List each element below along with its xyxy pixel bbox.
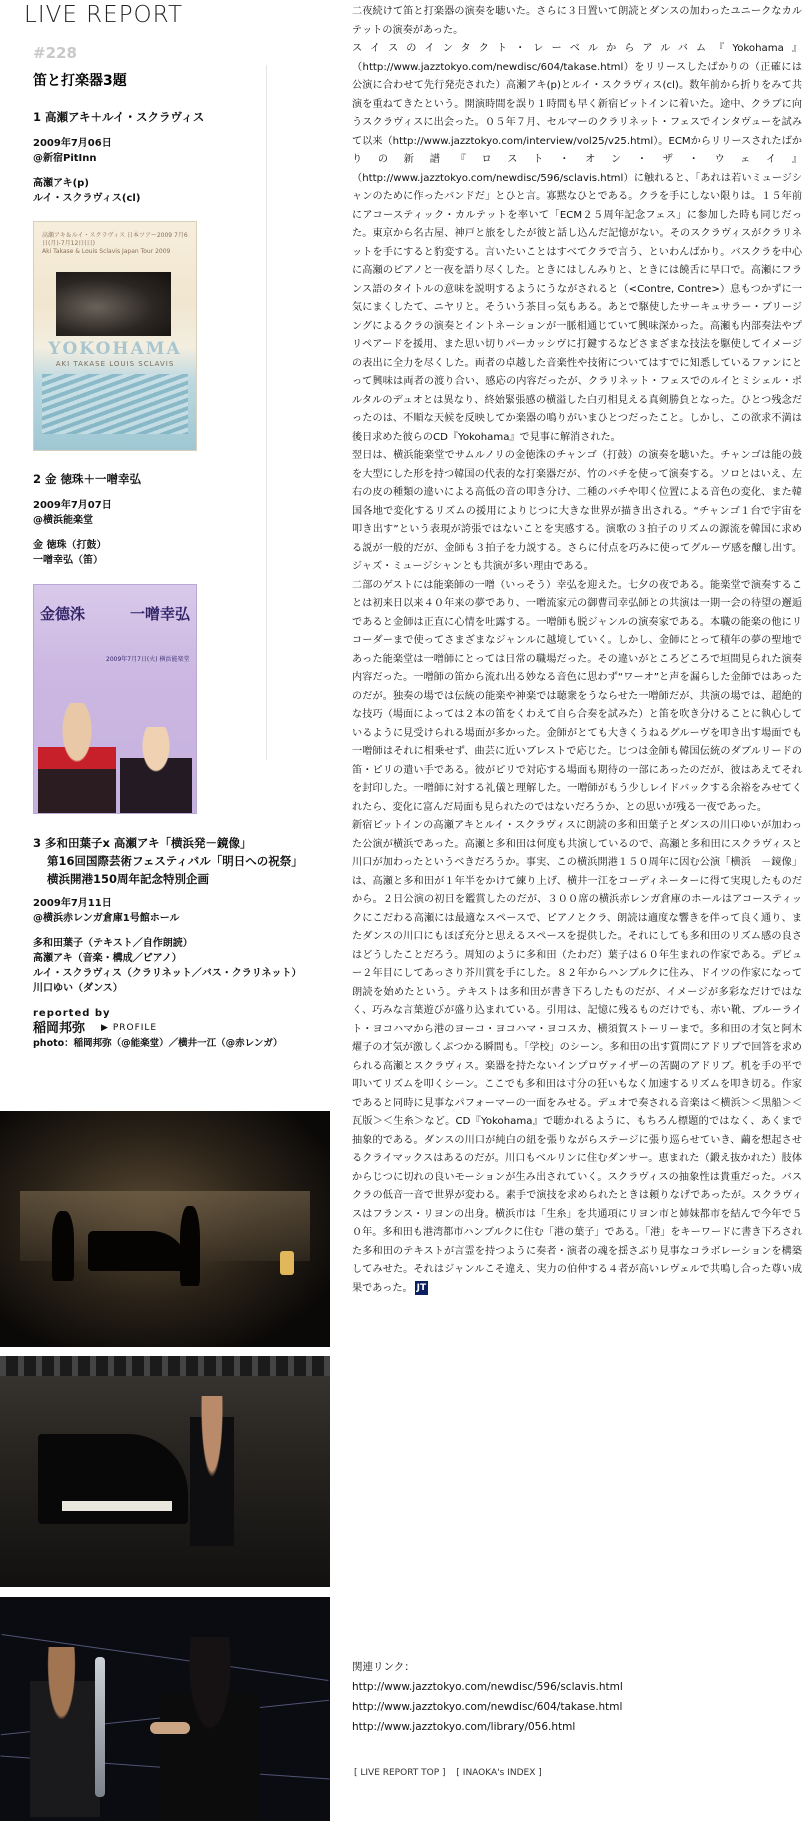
- profile-label: PROFILE: [112, 1023, 158, 1033]
- concert-2-performer: 金 徳珠（打鼓）: [33, 540, 107, 551]
- performer-silhouette: [180, 1206, 200, 1286]
- reporter-name: 稲岡邦弥: [33, 1021, 86, 1036]
- concert-1: [33, 108, 204, 206]
- concert-2-flyer: [33, 584, 197, 814]
- concert-3-performer: 高瀬アキ（音楽・構成／ピアノ）: [33, 953, 182, 964]
- stage-photo-1: [0, 1111, 330, 1347]
- concert-1-flyer: [33, 221, 197, 451]
- flyer-1-text: [42, 232, 188, 256]
- concert-3-performer: ルイ・スクラヴィス（クラリネット／バス・クラリネット）: [33, 968, 302, 979]
- concert-2-performer: 一噌幸弘（笛）: [33, 555, 103, 566]
- article-paragraph: 二部のゲストには能楽師の一噌（いっそう）幸弘を迎えた。七夕の夜である。能楽堂で演奏することは初来日以来４０年来の夢であり、一噌流家元の御曹司幸弘師との共演は一期一会の待望の邂逅であると金師は正直に心情を吐露する。一噌師も脱ジャンルの演奏家である。本職の能楽の他にリコーダーまで使ってさまざまなジャンルに越境していく。しかし、金師にとって積年の夢の聖地であった能楽堂は一噌師にとっては日常の職場だった。その違いがところどころで垣間見られた演奏内容だった。一噌師の笛から流れ出る妙なる音色に思わず“ワーオ”と声を漏らした金師ではあったのだが。独奏の場では伝統の能楽や神楽では聴衆をうならせた一噌師だが、共演の場では、超絶的な技巧（場面によっては２本の笛をくわえて自ら合奏を試みた）と笛を吹き分けることに執心しているように見受けられる場面が多かった。金師がとても大きくうねるグルーヴを叩き出す場面でも一噌師はそれに相乗せず、曲芸に近いブレストで応じた。じつは金師も韓国伝統のダブルリードの笛・ピリの遣い手である。彼がピリで対応する場面も期待の一部にあったのだが、彼はあえてそれを封印した。一噌師に対する礼儀と理解した。一噌師がもう少しレイドバックする余裕をみせてくれたら、変化に富んだ局面も見られたのではないだろうか、との思いが残る一夜であった。: [352, 579, 802, 813]
- page-title: 笛と打楽器3題: [33, 73, 127, 89]
- concert-1-performer: 高瀬アキ(p): [33, 178, 89, 189]
- issue-number: #228: [33, 44, 77, 62]
- article-paragraph: 二夜続けて笛と打楽器の演奏を聴いた。さらに３日置いて朗読とダンスの加わったユニークなカルテットの演奏があった。: [352, 6, 802, 36]
- stage-photo-3: [0, 1597, 330, 1821]
- article-paragraph-text: 新宿ピットインの高瀬アキとルイ・スクラヴィスに朗読の多和田葉子とダンスの川口ゆいが加わった公演が横浜であった。高瀬と多和田は何度も共演しているので、高瀬と多和田にスクラヴィスと川口が加わったというべきだろうか。事実、この横浜開港１５０周年に因む公演「横浜 －鏡像」は、高瀬と多和田が１年半をかけて練り上げ、横井一江をコーディネーターに得て実現したものだから。２日公演の初日を鑑賞したのだが、３００席の横浜赤レンガ倉庫のホールはアコースティックにこだわる高瀬には最適なスペースで、ピアノとクラ、朗読は適度な響きを伴って良く通り、またダンスの川口にもほぼ充分と思えるスペースを提供した。それにしても多和田のリズム感の良さはどうしたことだろう。周知のように多和田（たわだ）葉子は６０年生まれの作家である。デビュー２年目にしてあっさり芥川賞を手にした。８２年からハンブルクに住み、ドイツの作家になって朗読を始めたという。テキストは多和田が書き下ろしたものだが、イメージが多彩なだけではなく、巧みな言葉遊びが盛り込まれている。引用は、記憶に残るものだけでも、赤い靴、ブルーライト・ヨコハマから港のヨーコ・ヨコハマ・ヨコスカ、横須賀ストーリーまで。多和田の才気と阿木燿子の才気が激しくぶつかる瞬間も。「学校」のシーン。多和田の出す質問にアドリブで回答を求められる高瀬とスクラヴィス。楽器を持たないインプロヴァイザーの苦闘のアドリブ。机を手の平で叩いてリズムを叩くシーン。ここでも多和田は寸分の狂いもなく加速するリズムを叩き切る。作家であると同時に見事なパフォーマーの一面をみせる。デュオで奏される音楽は＜横浜＞＜黒船＞＜瓦版＞＜生糸＞など。CD『Yokohama』で聴かれるように、もちろん標題的ではなく、あくまで抽象的である。ダンスの川口が純白の紐を張りながらステージに張り巡らせていき、繭を想起させるクライマックスはあるのだが。川口もベルリンに住むダンサー。恵まれた（鍛え抜かれた）肢体からじつに切れの良いモーションが生み出されていく。スクラヴィスの抽象性は貴重だった。バスクラの低音一音で世界が変わる。素手で演技を求められたときは頼りなげであったが。スクラヴィスはフランス・リヨンの出身。横浜市は「生糸」を共通項にリヨン市と姉妹都市を結んで今年で５０年。多和田も港湾都市ハンブルクに住む「港の葉子」である。「港」をキーワードに書き下ろされた多和田のテキストが言霊を持つように奏者・演者の魂を揺さぶり見事なコラボレーションを構築してみせた。それはジャンルこそ違え、実力の伯仲する４者が高いレヴェルで共鳴し合った尊い成果であった。: [352, 820, 802, 1294]
- concert-1-venue: @新宿PitInn: [33, 153, 97, 164]
- related-links: [352, 1657, 623, 1737]
- stage-photo-2: [0, 1356, 330, 1587]
- divider: [266, 65, 267, 760]
- flyer-1-logo: YOKOHAMA: [48, 339, 182, 359]
- concert-1-heading: 1 高瀬アキ＋ルイ・スクラヴィス: [33, 110, 205, 124]
- related-link[interactable]: http://www.jazztokyo.com/library/056.html: [352, 1721, 576, 1733]
- related-link[interactable]: http://www.jazztokyo.com/newdisc/604/takase.html: [352, 1701, 623, 1713]
- concert-1-performer: ルイ・スクラヴィス(cl): [33, 193, 141, 204]
- concert-3-heading: 第16回国際芸術フェスティバル「明日への祝祭」: [47, 854, 303, 868]
- live-report-top-link[interactable]: [ LIVE REPORT TOP ]: [354, 1768, 446, 1778]
- inaoka-index-link[interactable]: [ INAOKA's INDEX ]: [456, 1768, 542, 1778]
- related-links-label: 関連リンク：: [352, 1661, 415, 1673]
- piano-silhouette: [88, 1231, 188, 1271]
- saxophone-player: [30, 1647, 100, 1817]
- photo-credit: photo：稲岡邦弥（@能楽堂）／横井一江（@赤レンガ）: [33, 1038, 283, 1049]
- article-paragraph: スイスのインタクト・レーベルからアルバム『Yokohama』（http://www.jazztokyo.com/newdisc/604/takase.html）をリリースしたばかりの（正確には公演に合わせて先行発売された）高瀬アキ(p)とルイ・スクラヴィス(cl)。数年前から折りをみて共演を重ねてきたという。開演時間を誤り１時間も早く新宿ピットインに着いた。途中、クラブに向うスクラヴィスに出会った。０５年７月、セルマーのクラリネット・フェスでインタヴューを試みて以来（http://www.jazztokyo.com/interview/vol25/v25.html）。ECMからリリースされたばかりの新譜『ロスト・オン・ザ・ウェイ』（http://www.jazztokyo.com/newdisc/596/sclavis.html）に触れると、「あれは若いミュージシャンのために作ったバンドだ」とひと言。寡黙なひとである。クラを手にしない限りは。１５年前にアコースティック・カルテットを率いて「ECM２５周年記念フェス」に参加した時も同じだった。東京から名古屋、神戸と旅をしたが彼と話し込んだ記憶がない。そのスクラヴィスがクラリネットを手にすると豹変する。言いたいことはすべてクラで言う、といわんばかり。バスクラを中心に高瀬のピアノと一夜を語り尽くした。ときにはしんみりと、ときには饒舌に早口で。高瀬にフランス語のタイトルの意味を説明するようにうながされると（<Contre, Contre>）息もつかずに一気にまくしたて、ニヤリと。そういう茶目っ気もある。あとで駆使したサーキュサラー・ブリージングによるクラの演奏とイントネーションが一脈相通じていて興味深かった。高瀬も内部奏法やプリペアードを援用、また思い切りパーカッシヴに打鍵するなどさまざまな技法を駆使してイメージの表出に全力を尽くした。両者の卓越した音楽性や技術についてはすでに知悉しているファンにとって興味は両者の渡り合い、感応の内容だったが、クラリネット・フェスでのルイとミシェル・ポルタルのデュオとは異なり、終始緊張感の横溢した白刃相見える真剣勝負となった。ひとつ残念だったのは、不順な天候を反映してか楽器の鳴りがいまひとつだったこと。しかし、この欲求不満は後日求めた彼らのCD『Yokohama』で見事に解消された。: [352, 43, 802, 443]
- article-column: [352, 3, 802, 1778]
- left-column: [0, 0, 330, 1821]
- piano-keys: [62, 1501, 172, 1511]
- pianist-arm: [150, 1722, 190, 1734]
- flyer-1-photo: [56, 272, 171, 336]
- flyer-2-portrait-2: [120, 727, 192, 813]
- concert-3-venue: @横浜赤レンガ倉庫1号館ホール: [33, 913, 180, 924]
- reported-by-label: reported by: [33, 1008, 111, 1019]
- triangle-right-icon: ▶: [101, 1023, 109, 1033]
- flyer-2-name-2: 一噌幸弘: [129, 605, 190, 623]
- concert-2-venue: @横浜能楽堂: [33, 515, 93, 526]
- concert-3-performer: 川口ゆい（ダンス）: [33, 983, 123, 994]
- masthead: LIVE REPORT: [24, 2, 184, 28]
- concert-3-heading: 3 多和田葉子x 高瀬アキ「横浜発－鏡像」: [33, 836, 252, 850]
- concert-1-date: 2009年7月06日: [33, 138, 112, 149]
- clarinet-player: [190, 1396, 234, 1546]
- flyer-1-en-text: Aki Takase & Louis Sclavis Japan Tour 2009: [42, 248, 171, 255]
- flyer-1-wave-art: [42, 374, 188, 434]
- stage-light: [280, 1251, 294, 1275]
- performer-silhouette: [52, 1211, 74, 1281]
- flyer-1-top-text: 高瀬アキ＆ルイ・スクラヴィス 日本ツアー2009 7月6日(月)-7月12日(日): [42, 232, 188, 247]
- concert-2-heading: 2 金 徳珠＋一噌幸弘: [33, 472, 142, 486]
- flyer-1-names: AKI TAKASE LOUIS SCLAVIS: [55, 360, 175, 368]
- profile-link[interactable]: [101, 1021, 157, 1036]
- article-paragraph: [352, 817, 802, 1298]
- jt-badge: JT: [416, 1282, 427, 1293]
- ceiling-lights: [0, 1356, 330, 1376]
- concert-3-date: 2009年7月11日: [33, 898, 112, 909]
- bass-clarinet: [95, 1657, 105, 1797]
- flyer-2-heading: [40, 603, 190, 624]
- flyer-2-name-1: 金德洙: [40, 605, 86, 623]
- concert-3-heading: 横浜開港150周年記念特別企画: [47, 872, 210, 886]
- concert-3-performer: 多和田葉子（テキスト／自作朗読）: [33, 938, 193, 949]
- concert-3: [33, 834, 303, 1051]
- flyer-2-portrait-1: [38, 703, 116, 813]
- related-link[interactable]: http://www.jazztokyo.com/newdisc/596/sclavis.html: [352, 1681, 623, 1693]
- flyer-2-info: 2009年7月7日(火) 横浜能楽堂: [106, 656, 190, 663]
- footer-nav: [354, 1768, 550, 1778]
- concert-2-date: 2009年7月07日: [33, 500, 112, 511]
- article-paragraph: 翌日は、横浜能楽堂でサムルノリの金徳洙のチャンゴ（打鼓）の演奏を聴いた。チャンゴは能の鼓を大型にした形を持つ韓国の代表的な打楽器だが、竹のバチを使って演奏する。ソロとはいえ、左右の皮の種類の違いによる高低の音の叩き分け、二種のバチや叩く位置による音色の変化、また韓国各地で変化するリズムの援用によりじつに大きな世界が描き出される。“チャンゴ１台で宇宙を叩き出す”という表現が誇張ではないことを実感する。演歌の３拍子のリズムの源流を韓国に求める説が一般的だが、金師も３拍子を力説する。さらに付点を巧みに使ってグルーヴ感を醸し出す。ジャズ・ミュージシャンとも共演が多い理由である。: [352, 450, 802, 572]
- concert-2: [33, 470, 141, 568]
